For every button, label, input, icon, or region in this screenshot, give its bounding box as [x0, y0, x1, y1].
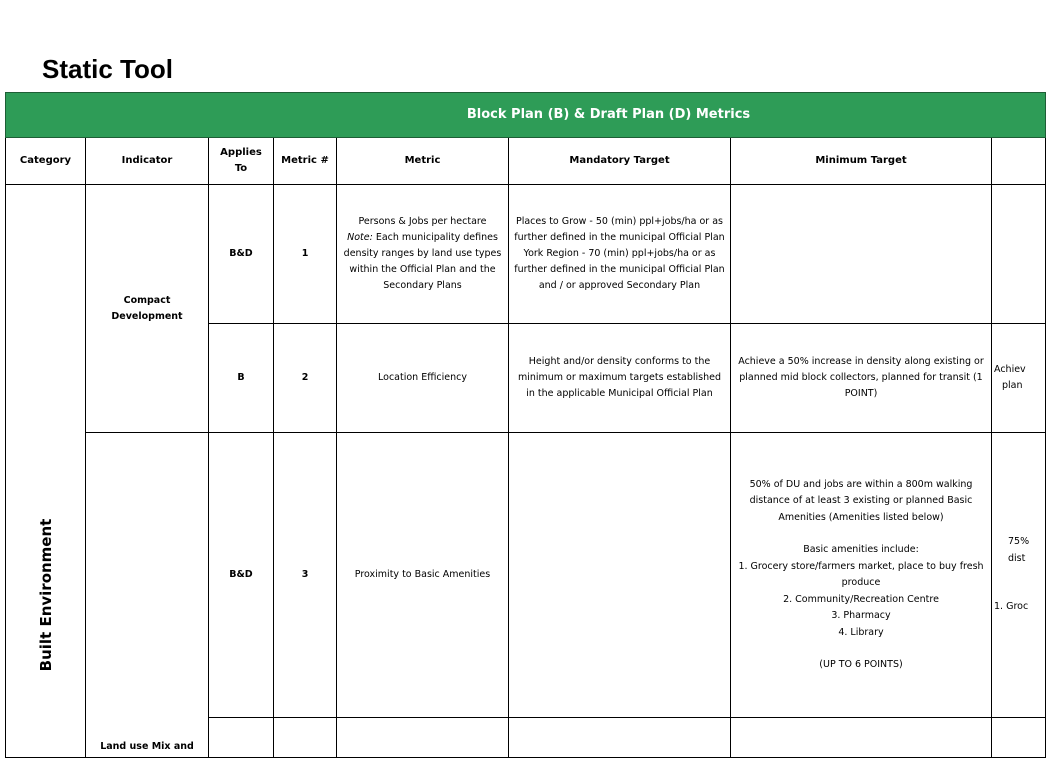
- metric-number-cell: [274, 718, 337, 758]
- mandatory-target-cell: Places to Grow - 50 (min) ppl+jobs/ha or as further defined in the municipal Official Plan York Region - 70 (min) ppl+jobs/ha or as further defined in the municipal Official Plan and / or approved Secondary Plan: [509, 185, 731, 324]
- clipped-text: 1. Groc: [994, 601, 1029, 613]
- applies-to-cell: B&D: [209, 433, 274, 718]
- header-clipped: [992, 138, 1046, 185]
- header-indicator: Indicator: [86, 138, 209, 185]
- header-minimum-target: Minimum Target: [731, 138, 992, 185]
- clipped-text: Achiev: [994, 364, 1026, 375]
- metric-number-cell: 1: [274, 185, 337, 324]
- header-category: Category: [6, 138, 86, 185]
- mandatory-target-cell: [509, 718, 731, 758]
- amenity-item: 3. Pharmacy: [831, 610, 891, 621]
- metric-number-cell: 3: [274, 433, 337, 718]
- clipped-cell: [992, 324, 1046, 433]
- header-metric: Metric: [337, 138, 509, 185]
- metric-cell: [337, 718, 509, 758]
- mandatory-target-cell: Height and/or density conforms to the minimum or maximum targets established in the applicable Municipal Official Plan: [509, 324, 731, 433]
- table-banner-row: [6, 93, 1046, 138]
- metric-cell: Location Efficiency: [337, 324, 509, 433]
- points-label: (UP TO 6 POINTS): [819, 659, 903, 670]
- mandatory-target-cell: [509, 433, 731, 718]
- minimum-intro: 50% of DU and jobs are within a 800m walking distance of at least 3 existing or planned Basic Amenities (Amenities listed below): [749, 478, 973, 523]
- minimum-target-cell: [731, 433, 992, 718]
- header-applies-to: Applies To: [209, 138, 274, 185]
- minimum-target-cell: [731, 185, 992, 324]
- metric-number-cell: 2: [274, 324, 337, 433]
- minimum-target-cell: Achieve a 50% increase in density along existing or planned mid block collectors, planned for transit (1 POINT): [731, 324, 992, 433]
- metric-note: Each municipality defines density ranges by land use types within the Official Plan and the Secondary Plans: [343, 232, 502, 291]
- table-row: [6, 433, 1046, 718]
- metric-cell: [337, 185, 509, 324]
- clipped-text: 75%: [1008, 536, 1030, 548]
- amenity-item: 2. Community/Recreation Centre: [783, 593, 939, 605]
- table-row: [6, 185, 1046, 324]
- metric-note-label: Note:: [347, 232, 373, 243]
- indicator-land-use-mix: Land use Mix and: [86, 433, 209, 758]
- minimum-target-cell: [731, 718, 992, 758]
- metrics-table-container: [5, 92, 1035, 752]
- indicator-compact-development: Compact Development: [86, 185, 209, 433]
- clipped-cell: [992, 433, 1046, 718]
- table-header-row: [6, 138, 1046, 185]
- header-mandatory-target: Mandatory Target: [509, 138, 731, 185]
- amenities-heading: Basic amenities include:: [803, 544, 919, 555]
- clipped-text: plan: [1002, 380, 1023, 391]
- metric-cell: Proximity to Basic Amenities: [337, 433, 509, 718]
- header-metric-number: Metric #: [274, 138, 337, 185]
- applies-to-cell: B&D: [209, 185, 274, 324]
- clipped-text: dist: [1008, 552, 1026, 564]
- slide-title: Static Tool: [42, 54, 173, 84]
- clipped-cell: [992, 718, 1046, 758]
- amenity-item: 1. Grocery store/farmers market, place to buy fresh produce: [738, 560, 984, 588]
- metric-title: Persons & Jobs per hectare: [358, 216, 487, 227]
- applies-to-cell: [209, 718, 274, 758]
- metrics-table: [5, 92, 1046, 758]
- table-banner: Block Plan (B) & Draft Plan (D) Metrics: [6, 93, 1046, 138]
- amenity-item: 4. Library: [838, 626, 884, 638]
- clipped-cell: [992, 185, 1046, 324]
- applies-to-cell: B: [209, 324, 274, 433]
- category-label: Built Environment: [36, 518, 55, 672]
- category-cell: [6, 185, 86, 758]
